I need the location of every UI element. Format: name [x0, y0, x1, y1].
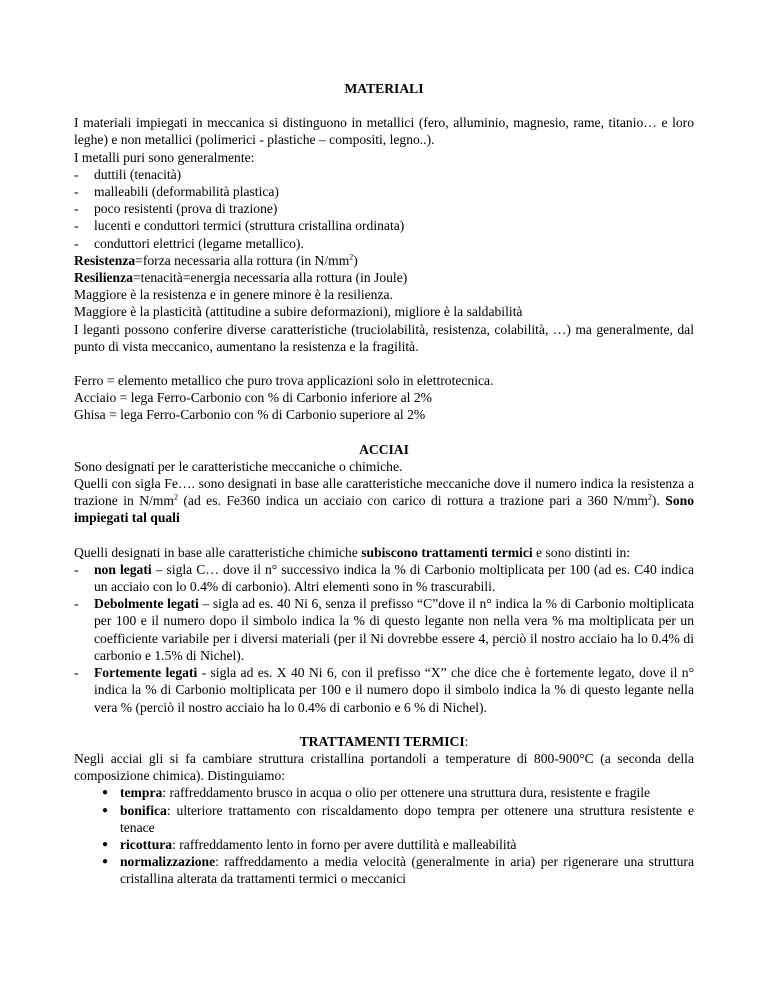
- plasticity-note: Maggiore è la plasticità (attitudine a subire deformazioni), migliore è la saldabilità: [74, 304, 523, 320]
- resistenza-definition: Resistenza=forza necessaria alla rottura (in $N/mm^2$): [74, 252, 358, 268]
- bullet-icon: ●: [102, 856, 109, 868]
- document-page: [74, 80, 694, 888]
- steel-types-list: [74, 561, 694, 716]
- trattamenti-intro: Negli acciai gli si fa cambiare struttura cristallina portandoli a temperature di 800-900°C (a seconda della composizione chimica). Distinguiamo:: [74, 750, 694, 784]
- dash-marker: -: [74, 235, 79, 251]
- list-item: ● ricottura: raffreddamento lento in forno per avere duttilità e malleabilità: [102, 836, 517, 852]
- dash-marker: -: [74, 218, 79, 234]
- bullet-icon: ●: [102, 838, 109, 850]
- acciai-intro: Sono designati per le caratteristiche meccaniche o chimiche.: [74, 458, 403, 474]
- chemical-designation-paragraph: Quelli designati in base alle caratteristiche chimiche subiscono trattamenti termici e sono distinti in:: [74, 544, 631, 560]
- list-item: ● tempra: raffreddamento brusco in acqua o olio per ottenere una struttura dura, resistente e fragile: [102, 785, 651, 801]
- spacer: [74, 355, 694, 372]
- dash-marker: -: [74, 184, 79, 200]
- list-item: ● bonifica: ulteriore trattamento con riscaldamento dopo tempra per ottenere una struttura resistente e tenace: [102, 802, 694, 835]
- spacer: [74, 97, 694, 114]
- dash-marker: -: [74, 561, 79, 577]
- alloys-note: I leganti possono conferire diverse caratteristiche (truciolabilità, resistenza, colabilità, …) ma generalmente, dal punto di vista meccanico, aumentano la resistenza e la fragilità.: [74, 321, 694, 354]
- list-item: - malleabili (deformabilità plastica): [74, 184, 279, 200]
- dash-marker: -: [74, 166, 79, 182]
- section-heading-trattamenti: TRATTAMENTI TERMICI:: [299, 733, 469, 749]
- list-item: - lucenti e conduttori termici (struttura cristallina ordinata): [74, 218, 405, 234]
- list-item: ● normalizzazione: raffreddamento a media velocità (generalmente in aria) per rigenerare una struttura cristallina alterata da trattamenti termici o meccanici: [102, 854, 694, 887]
- spacer: [74, 424, 694, 441]
- list-item: - Fortemente legati - sigla ad es. X 40 Ni 6, con il prefisso “X” che dice che è fortemente legato, dove il n° indica la % di Carbonio moltiplicata per 100 e il numero dopo il simbolo indica la % di questo legante nella vera % (perciò il nostro acciaio ha lo 0.4% di carbonio e 6 % di Nichel).: [74, 665, 694, 715]
- pure-metals-heading: I metalli puri sono generalmente:: [74, 149, 255, 165]
- fe-designation-paragraph: Quelli con sigla Fe…. sono designati in base alle caratteristiche meccaniche dove il numero indica la resistenza a trazione in $N/mm^2$ (ad es. Fe360 indica un acciaio con carico di rottura a trazione pari a 360 $N/mm^2$). Sono impiegati tal quali: [74, 476, 694, 526]
- intro-paragraph: I materiali impiegati in meccanica si distinguono in metallici (fero, alluminio, magnesio, rame, titanio… e loro leghe) e non metallici (polimerici - plastiche – compositi, legno..).: [74, 115, 694, 148]
- spacer: [74, 527, 694, 544]
- spacer: [74, 716, 694, 733]
- list-item: - conduttori elettrici (legame metallico).: [74, 235, 304, 251]
- dash-marker: -: [74, 201, 79, 217]
- page-title: MATERIALI: [344, 81, 424, 96]
- list-item: - poco resistenti (prova di trazione): [74, 201, 278, 217]
- resistance-note: Maggiore è la resistenza e in genere minore è la resilienza.: [74, 287, 393, 303]
- section-heading-acciai: ACCIAI: [359, 441, 409, 457]
- bullet-icon: ●: [102, 804, 109, 816]
- dash-marker: -: [74, 665, 79, 681]
- definition-ferro: Ferro = elemento metallico che puro trova applicazioni solo in elettrotecnica.: [74, 373, 494, 389]
- resilienza-definition: Resilienza=tenacità=energia necessaria alla rottura (in Joule): [74, 270, 408, 286]
- list-item: - non legati – sigla C… dove il n° successivo indica la % di Carbonio moltiplicata per 100 (ad es. C40 indica un acciaio con lo 0.4% di carbonio). Altri elementi sono in % trascurabili.: [74, 561, 694, 595]
- treatments-list: [74, 784, 694, 887]
- pure-metals-list: [74, 166, 694, 252]
- dash-marker: -: [74, 596, 79, 612]
- list-item: - duttili (tenacità): [74, 166, 182, 182]
- list-item: - Debolmente legati – sigla ad es. 40 Ni 6, senza il prefisso “C”dove il n° indica la % di Carbonio moltiplicata per 100 e il numero dopo il simbolo indica la % di questo legante non nella vera % ma moltiplicata per un coefficiente variabile per i diversi materiali (per il Ni dovrebbe essere 4, perciò il nostro acciaio ha lo 0.4% di carbonio e 1.5% di Nichel).: [74, 596, 694, 663]
- definition-ghisa: Ghisa = lega Ferro-Carbonio con % di Carbonio superiore al 2%: [74, 407, 426, 423]
- definition-acciaio: Acciaio = lega Ferro-Carbonio con % di Carbonio inferiore al 2%: [74, 390, 432, 406]
- bullet-icon: ●: [102, 787, 109, 799]
